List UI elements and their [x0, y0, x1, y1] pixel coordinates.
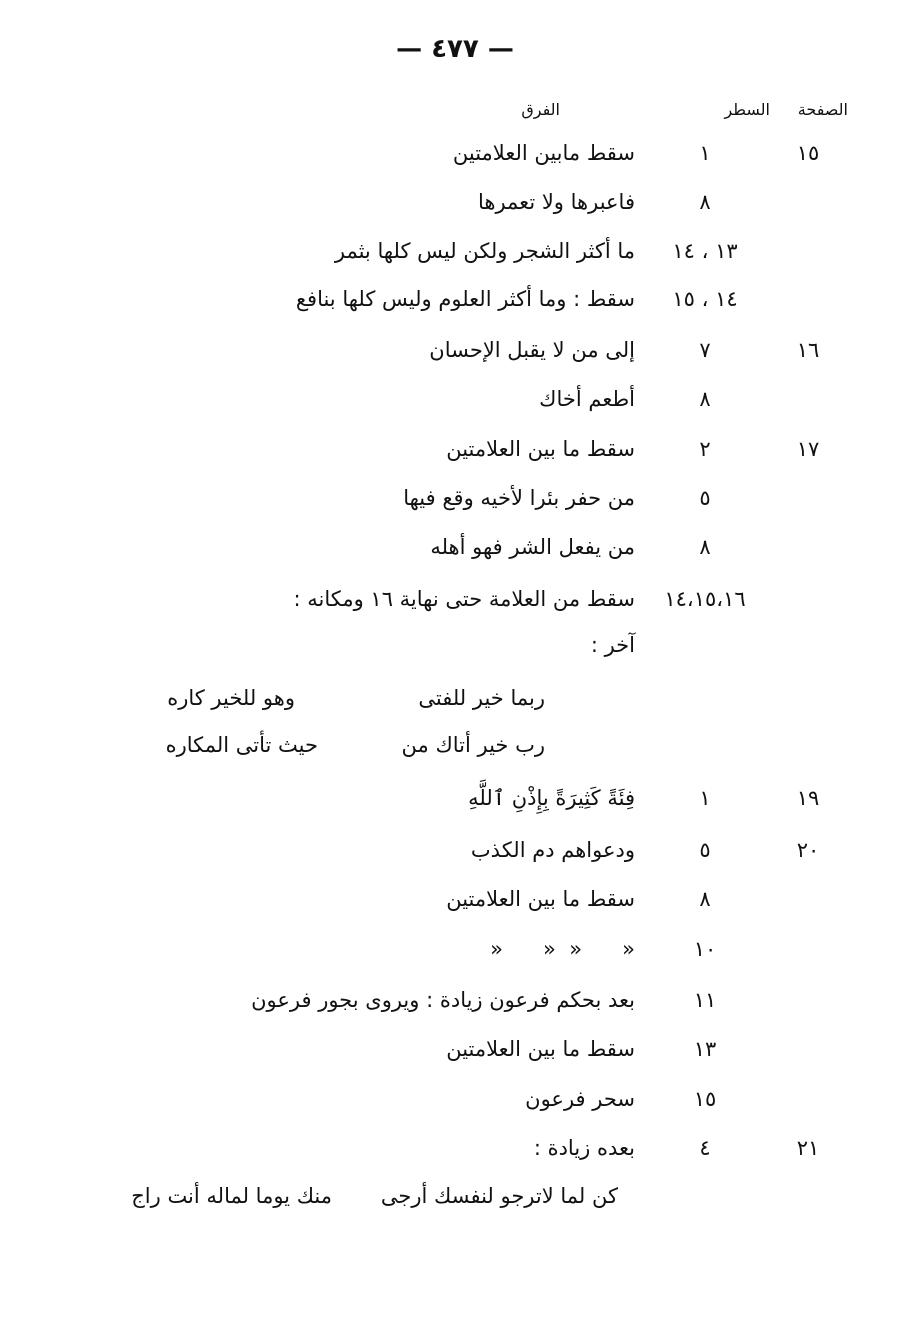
line-cell: ١٣ — [693, 1037, 717, 1061]
difference-cell: « « « « — [490, 937, 635, 961]
line-cell: ١٤ ، ١٥ — [672, 287, 738, 311]
table-row — [0, 387, 910, 423]
difference-cell: سقط ما بين العلامتين — [446, 1037, 635, 1061]
page-cell: ١٧ — [796, 437, 820, 461]
difference-cell: سحر فرعون — [525, 1087, 635, 1111]
table-row — [0, 338, 910, 374]
table-row — [0, 786, 910, 822]
difference-cell: ما أكثر الشجر ولكن ليس كلها بثمر — [334, 239, 635, 263]
page-number: — ٤٧٧ — — [396, 34, 514, 64]
difference-cell: سقط ما بين العلامتين — [446, 437, 635, 461]
difference-cell: فِئَةً كَثِيرَةً بِإِذْنِ ٱللَّهِ — [468, 786, 635, 810]
table-row — [0, 988, 910, 1024]
difference-cell: إلى من لا يقبل الإحسان — [429, 338, 635, 362]
table-row — [0, 887, 910, 923]
line-cell: ٥ — [699, 486, 711, 510]
line-cell: ٨ — [699, 190, 711, 214]
difference-cell: فاعبرها ولا تعمرها — [477, 190, 635, 214]
table-row — [0, 633, 910, 669]
difference-cell: سقط ما بين العلامتين — [446, 887, 635, 911]
difference-cell: ودعواهم دم الكذب — [470, 838, 635, 862]
page-cell: ٢١ — [796, 1136, 820, 1160]
table-row — [0, 1136, 910, 1172]
difference-cell: سقط من العلامة حتى نهاية ١٦ ومكانه : — [293, 587, 635, 611]
verse-line — [0, 733, 910, 769]
table-row — [0, 437, 910, 473]
table-row — [0, 239, 910, 275]
difference-cell: سقط مابين العلامتين — [452, 141, 635, 165]
line-cell: ٤ — [699, 1136, 711, 1160]
difference-cell: سقط : وما أكثر العلوم وليس كلها بنافع — [295, 287, 635, 311]
line-cell: ٨ — [699, 887, 711, 911]
table-row — [0, 587, 910, 623]
verse-line — [0, 1184, 910, 1220]
header-difference: الفرق — [521, 100, 560, 119]
line-cell: ٨ — [699, 387, 711, 411]
difference-cell: بعد بحكم فرعون زيادة : ويروى بجور فرعون — [251, 988, 635, 1012]
difference-cell: من حفر بئرا لأخيه وقع فيها — [403, 486, 635, 510]
table-row — [0, 1087, 910, 1123]
header-line: السطر — [724, 100, 770, 119]
line-cell: ١ — [699, 141, 711, 165]
verse-second-hemistich: وهو للخير كاره — [167, 686, 295, 710]
table-row — [0, 287, 910, 323]
table-row — [0, 141, 910, 177]
line-cell: ١ — [699, 786, 711, 810]
table-row — [0, 190, 910, 226]
verse-line — [0, 686, 910, 722]
table-row — [0, 535, 910, 571]
verse-first-hemistich: كن لما لاترجو لنفسك أرجى — [380, 1184, 618, 1208]
header-page: الصفحة — [797, 100, 848, 119]
table-row — [0, 838, 910, 874]
line-cell: ١٣ ، ١٤ — [672, 239, 738, 263]
line-cell: ٥ — [699, 838, 711, 862]
verse-first-hemistich: ربما خير للفتى — [418, 686, 545, 710]
verse-second-hemistich: حيث تأتى المكاره — [165, 733, 318, 757]
difference-cell: آخر : — [590, 633, 635, 657]
page-cell: ٢٠ — [796, 838, 820, 862]
verse-second-hemistich: منك يوما لماله أنت راج — [131, 1184, 332, 1208]
difference-cell: من يفعل الشر فهو أهله — [430, 535, 635, 559]
line-cell: ١٤،١٥،١٦ — [664, 587, 746, 611]
line-cell: ٢ — [699, 437, 711, 461]
table-row — [0, 1037, 910, 1073]
line-cell: ١٥ — [693, 1087, 717, 1111]
line-cell: ١٠ — [693, 937, 717, 961]
line-cell: ٧ — [699, 338, 711, 362]
difference-cell: بعده زيادة : — [533, 1136, 635, 1160]
verse-first-hemistich: رب خير أتاك من — [401, 733, 545, 757]
table-row — [0, 937, 910, 973]
line-cell: ١١ — [693, 988, 717, 1012]
page-cell: ١٥ — [796, 141, 820, 165]
difference-cell: أطعم أخاك — [539, 387, 635, 411]
page-cell: ١٩ — [796, 786, 820, 810]
page-cell: ١٦ — [796, 338, 820, 362]
line-cell: ٨ — [699, 535, 711, 559]
table-row — [0, 486, 910, 522]
